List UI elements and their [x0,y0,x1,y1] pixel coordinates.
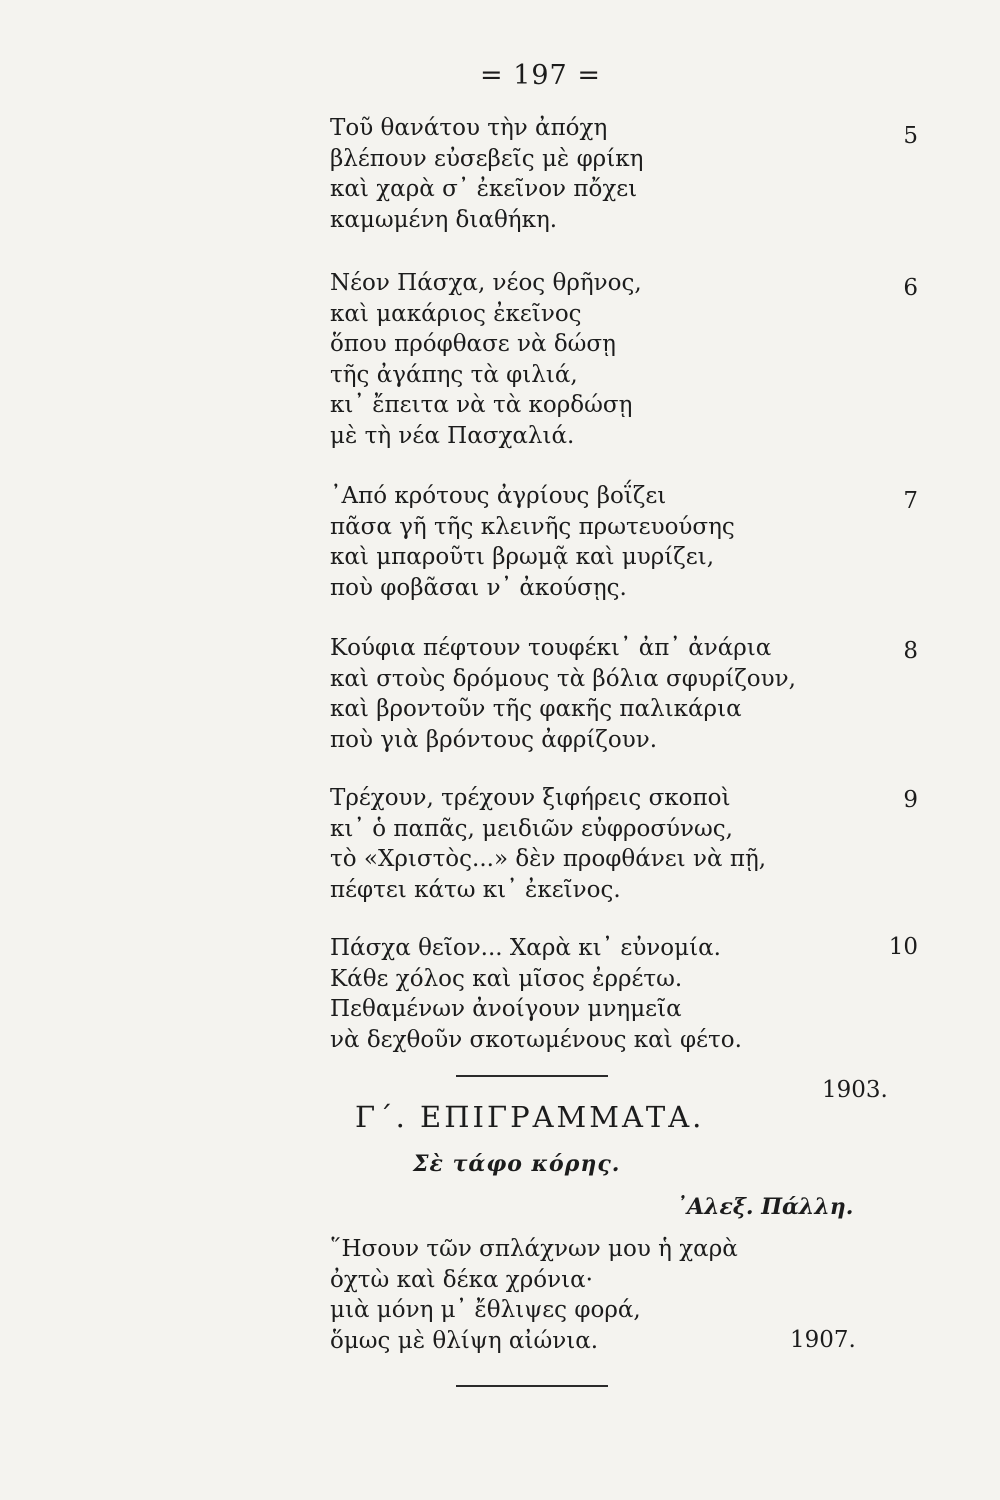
stanza-6 [330,268,642,451]
verse-line: καὶ μπαροῦτι βρωμᾷ καὶ μυρίζει, [330,544,715,570]
verse-line: μὲ τὴ νέα Πασχαλιά. [330,422,575,449]
verse-line: ὀχτὼ καὶ δέκα χρόνια· [330,1266,593,1293]
verse-line: πέφτει κάτω κι᾽ ἐκεῖνος. [330,876,621,903]
separator-rule [456,1075,608,1077]
epigram-author: ᾽Αλεξ. Πάλλη. [676,1194,854,1220]
separator-rule [456,1385,608,1387]
stanza-number: 9 [903,787,918,813]
verse-line: καὶ βροντοῦν τῆς φακῆς παλικάρια [330,696,742,722]
epigram-body [330,1234,738,1356]
verse-line: Τρέχουν, τρέχουν ξιφήρεις σκοποὶ [330,785,731,811]
verse-line: κι᾽ ἔπειτα νὰ τὰ κορδώσῃ [330,392,633,418]
verse-line: ὅμως μὲ θλίψη αἰώνια. [330,1327,599,1354]
verse-line: Τοῦ θανάτου τὴν ἀπόχη [330,115,608,141]
stanza-number: 10 [888,934,918,960]
verse-line: Κάθε χόλος καὶ μῖσος ἐρρέτω. [330,965,683,992]
stanza-8 [330,633,796,755]
verse-line: ῞Ησουν τῶν σπλάχνων μου ἡ χαρὰ [330,1236,738,1262]
stanza-10 [330,933,742,1055]
section-title: Γ΄. ΕΠΙΓΡΑΜΜΑΤΑ. [355,1100,705,1134]
verse-line: Νέον Πάσχα, νέος θρῆνος, [330,270,642,296]
verse-line: νὰ δεχθοῦν σκοτωμένους καὶ φέτο. [330,1026,742,1053]
verse-line: καὶ στοὺς δρόμους τὰ βόλια σφυρίζουν, [330,665,796,692]
verse-line: τῆς ἀγάπης τὰ φιλιά, [330,361,578,388]
verse-line: καμωμένη διαθήκη. [330,206,558,233]
verse-line: ποὺ γιὰ βρόντους ἀφρίζουν. [330,726,658,753]
year-1903: 1903. [822,1077,888,1103]
page-number: = 197 = [480,60,601,91]
verse-line: ᾽Από κρότους ἀγρίους βοΐζει [330,483,667,509]
verse-line: Πάσχα θεῖον... Χαρὰ κι᾽ εὐνομία. [330,935,721,961]
verse-line: μιὰ μόνη μ᾽ ἔθλιψες φορά, [330,1297,641,1323]
verse-line: Κούφια πέφτουν τουφέκι᾽ ἀπ᾽ ἀνάρια [330,635,772,661]
stanza-number: 5 [903,123,918,149]
verse-line: ὅπου πρόφθασε νὰ δώσῃ [330,331,616,357]
stanza-number: 8 [903,638,918,664]
verse-line: τὸ «Χριστὸς...» δὲν προφθάνει νὰ πῇ, [330,846,767,872]
stanza-number: 7 [903,488,918,514]
epigram-title: Σὲ τάφο κόρης. [413,1151,621,1177]
stanza-5 [330,113,643,235]
verse-line: πᾶσα γῆ τῆς κλεινῆς πρωτευούσης [330,513,735,540]
verse-line: κι᾽ ὁ παπᾶς, μειδιῶν εὐφροσύνως, [330,815,733,842]
verse-line: Πεθαμένων ἀνοίγουν μνημεῖα [330,996,682,1022]
year-1907: 1907. [790,1327,856,1353]
stanza-number: 6 [903,275,918,301]
verse-line: καὶ μακάριος ἐκεῖνος [330,300,582,327]
verse-line: καὶ χαρὰ σ᾽ ἐκεῖνον πὄχει [330,176,638,202]
stanza-7 [330,481,735,603]
verse-line: βλέπουν εὐσεβεῖς μὲ φρίκη [330,145,644,172]
verse-line: ποὺ φοβᾶσαι ν᾽ ἀκούσῃς. [330,574,627,601]
stanza-9 [330,783,766,905]
